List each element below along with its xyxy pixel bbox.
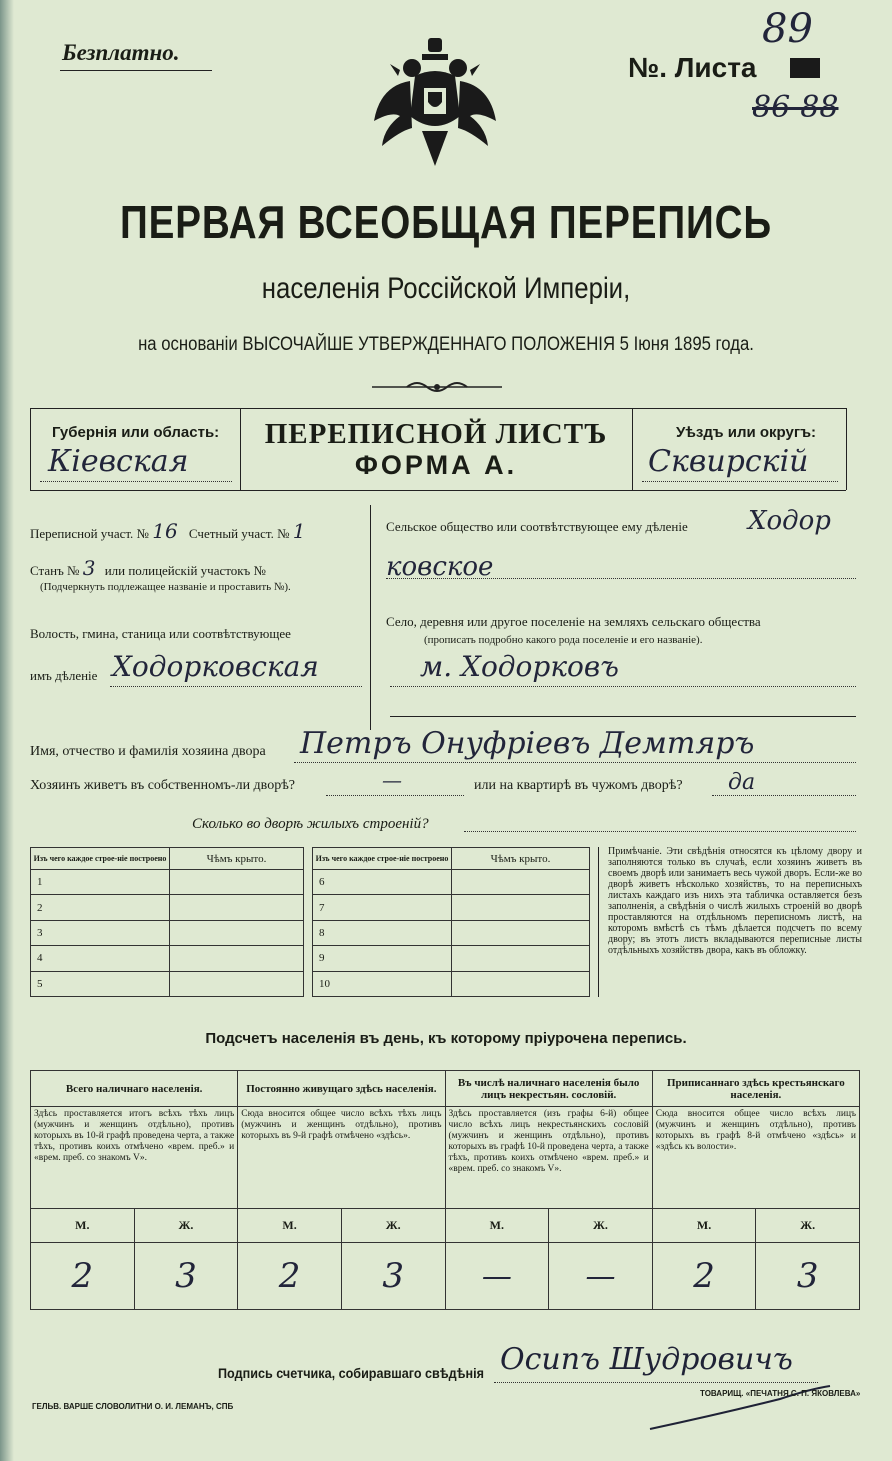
basis-line: на основаніи ВЫСОЧАЙШЕ УТВЕРЖДЕННАГО ПОЛОЖЕНІЯ 5 Іюня 1895 года.: [138, 334, 754, 355]
right-imprint: ТОВАРИЩ. «ПЕЧАТНЯ С. П. ЯКОВЛЕВА»: [700, 1389, 861, 1398]
pop-female-value: —: [549, 1243, 653, 1310]
count-section-value: 1: [292, 519, 306, 543]
pop-male-label: М.: [652, 1208, 756, 1242]
society-label: Сельское общество или соотвѣтствующее ему дѣленіе: [386, 519, 688, 534]
sheet-number-handwritten: 89: [762, 6, 813, 52]
signature-label: Подпись счетчика, собиравшаго свѣдѣнія: [218, 1365, 484, 1381]
owner-name-value: Петръ Онуфріевъ Демтяръ: [300, 726, 755, 761]
note-text: Примѣчаніе. Эти свѣдѣнія относятся къ цѣлому двору и заполняются только въ случаѣ, если хозяинъ живетъ въ своемъ дворѣ или занимаетъ весь чужой дворъ. Если-же во дворѣ живетъ нѣсколько хозяйствъ, то на переписныхъ листахъ каждаго изъ нихъ эта табличка оставляется безъ заполненія, а свѣдѣнія о числѣ жилыхъ строеній во дворѣ проставляются на отдѣльномъ переписномъ листѣ, на которомъ вмѣстѣ съ тѣмъ дѣлается подсчетъ по всему двору; въ этотъ листъ вкладываются переписные листы отдѣльныхъ хозяйствъ двора, какъ въ обложку.: [608, 846, 862, 956]
sheet-number-struck: [790, 58, 820, 78]
note-divider: [598, 847, 599, 997]
col-roof-header: Чѣмъ крыто.: [452, 848, 590, 870]
stan-row: [30, 556, 266, 580]
census-section-row: [30, 519, 305, 543]
building-row-num: 5: [31, 971, 170, 996]
col-material-header: Изъ чего каждое строе-ніе построено: [313, 848, 452, 870]
building-roof-cell: [170, 920, 304, 945]
pop-male-value: 2: [31, 1243, 135, 1310]
building-row-num: 6: [313, 870, 452, 895]
signature-line: [494, 1382, 818, 1383]
pop-male-label: М.: [238, 1208, 342, 1242]
population-heading: Подсчетъ населенія въ день, къ которому пріурочена перепись.: [205, 1030, 687, 1047]
pop-female-label: Ж.: [756, 1208, 860, 1242]
building-row-num: 1: [31, 870, 170, 895]
pop-col-title: Приписаннаго здѣсь крестьянскаго населенія.: [652, 1071, 859, 1107]
volost-label-2: имъ дѣленіе: [30, 668, 98, 683]
building-row-num: 3: [31, 920, 170, 945]
pop-col-desc: Здѣсь проставляется итогъ всѣхъ тѣхъ лицъ (мужчинъ и женщинъ отдѣльно), противъ которыхъ въ 10-й графѣ проведена черта, а также тѣхъ, противъ коихъ отмѣчено «врем. преб.» и «врем. преб. со знакомъ V».: [31, 1107, 238, 1208]
building-row-num: 2: [31, 895, 170, 920]
form-box-right: [846, 408, 847, 490]
form-box-divider-2: [632, 408, 633, 490]
page-title: ПЕРВАЯ ВСЕОБЩАЯ ПЕРЕПИСЬ: [120, 196, 772, 248]
col-roof-header: Чѣмъ крыто.: [170, 848, 304, 870]
underline-note: (Подчеркнуть подлежащее названіе и проставить №).: [40, 581, 291, 593]
province-line: [40, 481, 232, 482]
population-table: [30, 1070, 860, 1310]
building-roof-cell: [452, 946, 590, 971]
district-label: Уѣздъ или округъ:: [676, 424, 817, 441]
form-subtitle: ФОРМА А.: [354, 450, 518, 480]
volost-label: Волость, гмина, станица или соотвѣтствующее: [30, 626, 291, 641]
fields-bottom-line: [390, 716, 856, 717]
census-section-value: 16: [152, 519, 178, 543]
province-label: Губернія или область:: [52, 424, 220, 441]
province-value: Кіевская: [48, 444, 189, 479]
building-roof-cell: [170, 946, 304, 971]
building-row-num: 7: [313, 895, 452, 920]
volost-line: [110, 686, 362, 687]
society-value-1: Ходор: [748, 506, 831, 536]
pop-col-title: Въ числѣ наличнаго населенія было лицъ некрестьян. сословій.: [445, 1071, 652, 1107]
village-line: [390, 686, 856, 687]
imperial-eagle-icon: [370, 36, 500, 171]
pop-col-desc: Сюда вносится общее число всѣхъ лицъ (мужчинъ и женщинъ отдѣльно), противъ которыхъ въ графѣ 8-й отмѣчено «здѣсь» и «здѣсь къ волости».: [652, 1107, 859, 1208]
pop-female-label: Ж.: [549, 1208, 653, 1242]
owner-name-line: [294, 762, 856, 763]
ornament-divider: [372, 380, 502, 394]
own-yard-line: [326, 795, 464, 796]
other-yard-line: [712, 795, 856, 796]
building-roof-cell: [170, 971, 304, 996]
form-box-left: [30, 408, 31, 490]
owner-name-label: Имя, отчество и фамилія хозяина двора: [30, 744, 266, 759]
district-line: [642, 481, 838, 482]
pop-female-label: Ж.: [341, 1208, 445, 1242]
village-label: Село, деревня или другое поселеніе на земляхъ сельскаго общества: [386, 614, 761, 629]
buildings-question: Сколько во дворѣ жилыхъ строеній?: [192, 816, 429, 832]
fields-divider: [370, 505, 371, 730]
volost-value: Ходорковская: [112, 650, 319, 683]
society-line: [386, 578, 856, 579]
building-row-num: 9: [313, 946, 452, 971]
census-section-label: Переписной участ. №: [30, 526, 149, 541]
village-note: (прописать подробно какого рода поселеніе и его названіе).: [424, 634, 703, 646]
police-section-label: или полицейскій участокъ №: [104, 563, 266, 578]
building-row-num: 8: [313, 920, 452, 945]
buildings-table-right: [312, 847, 590, 997]
pop-female-value: 3: [756, 1243, 860, 1310]
district-value: Сквирскій: [648, 444, 809, 479]
building-row-num: 4: [31, 946, 170, 971]
buildings-table-left: [30, 847, 304, 997]
building-roof-cell: [452, 971, 590, 996]
pop-male-value: 2: [652, 1243, 756, 1310]
pop-col-title: Всего наличнаго населенія.: [31, 1071, 238, 1107]
society-value-2: ковское: [386, 552, 494, 582]
other-yard-label: или на квартирѣ въ чужомъ дворѣ?: [474, 778, 683, 793]
form-box-top: [30, 408, 846, 409]
pop-male-value: —: [445, 1243, 549, 1310]
form-box-bottom: [30, 490, 846, 491]
pop-col-title: Постоянно живущаго здѣсь населенія.: [238, 1071, 445, 1107]
building-roof-cell: [452, 895, 590, 920]
collector-signature: Осипъ Шудровичъ: [500, 1342, 793, 1377]
free-label: Безплатно.: [62, 40, 180, 65]
pop-male-label: М.: [31, 1208, 135, 1242]
building-roof-cell: [452, 870, 590, 895]
free-label-underline: [60, 70, 212, 71]
form-title: ПЕРЕПИСНОЙ ЛИСТЪ: [264, 418, 608, 450]
sheet-number-old: 86-88: [752, 90, 839, 125]
own-yard-label: Хозяинъ живетъ въ собственномъ-ли дворѣ?: [30, 778, 296, 793]
building-row-num: 10: [313, 971, 452, 996]
own-yard-value: —: [382, 768, 402, 792]
pop-col-desc: Сюда вносится общее число всѣхъ тѣхъ лицъ (мужчинъ и женщинъ отдѣльно), противъ которыхъ въ 9-й графѣ отмѣчено «здѣсь».: [238, 1107, 445, 1208]
building-roof-cell: [170, 895, 304, 920]
sheet-number-label: №. Листа: [628, 52, 757, 83]
pop-female-value: 3: [134, 1243, 238, 1310]
pop-female-label: Ж.: [134, 1208, 238, 1242]
pop-male-label: М.: [445, 1208, 549, 1242]
pop-male-value: 2: [238, 1243, 342, 1310]
pop-female-value: 3: [341, 1243, 445, 1310]
page-subtitle: населенія Россійской Имперіи,: [261, 272, 631, 305]
page-edge: [0, 0, 14, 1461]
stan-label: Станъ №: [30, 563, 80, 578]
buildings-line: [464, 831, 856, 832]
left-imprint: ГЕЛЬВ. ВАРШЕ СЛОВОЛИТНИ О. И. ЛЕМАНЪ, СПБ: [32, 1402, 234, 1411]
pop-col-desc: Здѣсь проставляется (изъ графы 6-й) общее число всѣхъ лицъ некрестьянскихъ сословій (мужчинъ и женщинъ отдѣльно), противъ которыхъ въ графѣ 10-й проведена черта, а также тѣхъ, противъ коихъ отмѣчено «врем. преб.» и «врем. преб. со знакомъ V».: [445, 1107, 652, 1208]
building-roof-cell: [170, 870, 304, 895]
building-roof-cell: [452, 920, 590, 945]
stan-value: 3: [82, 556, 96, 580]
count-section-label: Счетный участ. №: [188, 526, 290, 541]
other-yard-value: да: [728, 770, 756, 795]
col-material-header: Изъ чего каждое строе-ніе построено: [31, 848, 170, 870]
village-value: м. Ходорковъ: [420, 650, 619, 683]
